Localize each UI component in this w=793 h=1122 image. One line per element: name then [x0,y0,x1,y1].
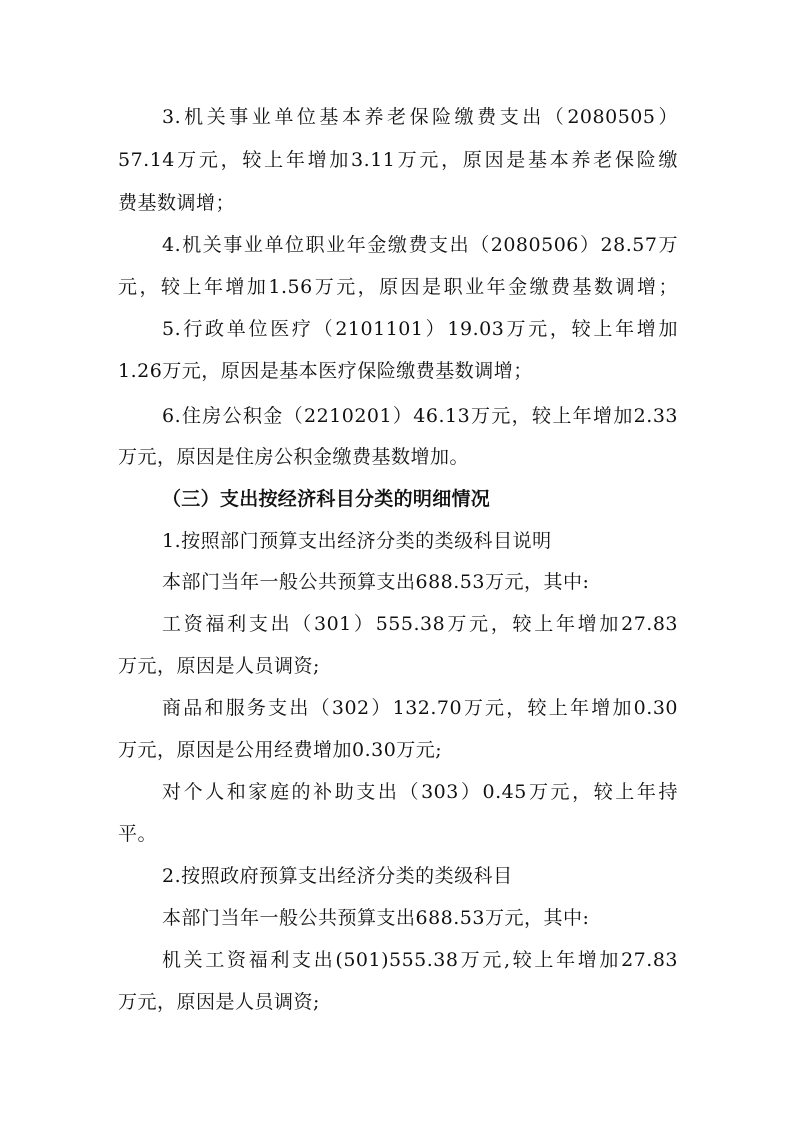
paragraph-line: 5.行政单位医疗（2101101）19.03万元，较上年增加 [162,318,678,340]
paragraph-line: 对个人和家庭的补助支出（303）0.45万元，较上年持 [162,781,678,803]
paragraph-line: 3.机关事业单位基本养老保险缴费支出（2080505） [162,106,678,128]
section-heading: （三）支出按经济科目分类的明细情况 [162,488,491,510]
paragraph-line: 57.14万元，较上年增加3.11万元，原因是基本养老保险缴 [118,149,678,171]
paragraph-line: 万元，原因是人员调资; [118,655,320,677]
paragraph-line: 工资福利支出（301）555.38万元，较上年增加27.83 [162,613,678,635]
paragraph-line: 4.机关事业单位职业年金缴费支出（2080506）28.57万 [162,234,678,256]
paragraph-line: 平。 [118,823,158,845]
paragraph-line: 本部门当年一般公共预算支出688.53万元，其中: [162,907,590,929]
paragraph-line: 商品和服务支出（302）132.70万元，较上年增加0.30 [162,697,678,719]
paragraph-line: 机关工资福利支出(501)555.38万元,较上年增加27.83 [162,949,678,971]
subheading-line: 2.按照政府预算支出经济分类的类级科目 [162,865,513,887]
paragraph-line: 万元，原因是住房公积金缴费基数增加。 [118,446,470,468]
paragraph-line: 元，较上年增加1.56万元，原因是职业年金缴费基数调增； [118,276,678,298]
paragraph-line: 费基数调增； [118,192,236,214]
paragraph-line: 万元，原因是人员调资; [118,991,320,1013]
subheading-line: 1.按照部门预算支出经济分类的类级科目说明 [162,530,552,552]
paragraph-line: 6.住房公积金（2210201）46.13万元，较上年增加2.33 [162,405,678,427]
paragraph-line: 本部门当年一般公共预算支出688.53万元，其中: [162,571,590,593]
paragraph-line: 万元，原因是公用经费增加0.30万元; [118,739,443,761]
paragraph-line: 1.26万元，原因是基本医疗保险缴费基数调增； [118,360,533,382]
